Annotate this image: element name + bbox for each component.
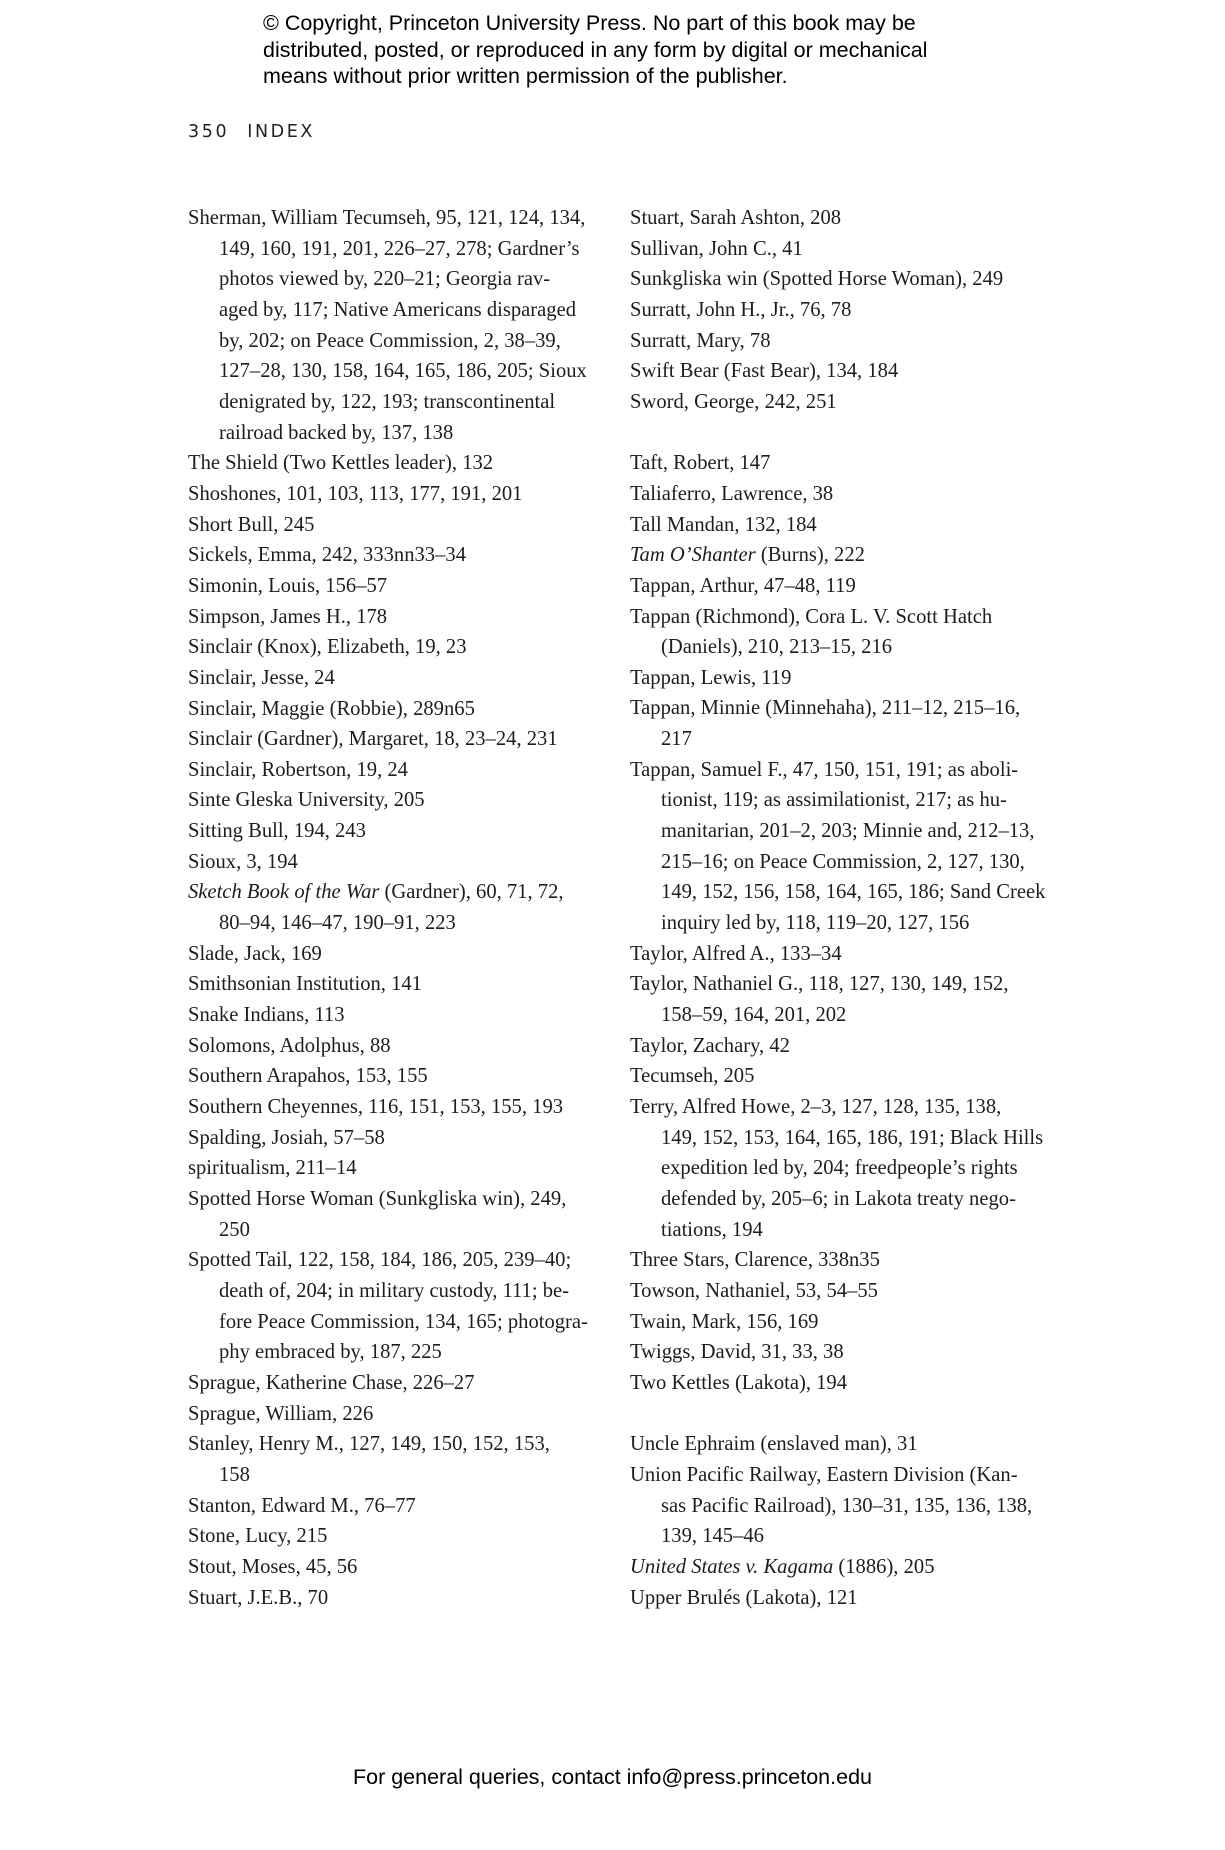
index-entry-continuation: expedition led by, 204; freedpeople’s rights [661, 1157, 1018, 1180]
index-entry: Tappan, Lewis, 119 [630, 666, 792, 689]
index-entry: Spalding, Josiah, 57–58 [188, 1126, 385, 1149]
index-entry-continuation: 158–59, 164, 201, 202 [661, 1004, 847, 1027]
index-entry: The Shield (Two Kettles leader), 132 [188, 452, 494, 475]
index-entry: Simonin, Louis, 156–57 [188, 574, 388, 597]
index-entry: Sinte Gleska University, 205 [188, 789, 425, 812]
index-entry: Taylor, Alfred A., 133–34 [630, 942, 842, 965]
index-entry-continuation: photos viewed by, 220–21; Georgia rav- [219, 268, 551, 291]
copyright-line: © Copyright, Princeton University Press. No part of this book may be [263, 11, 916, 35]
index-entry-continuation: 149, 152, 153, 164, 165, 186, 191; Black Hills [661, 1126, 1044, 1149]
index-entry: Towson, Nathaniel, 53, 54–55 [630, 1279, 878, 1302]
index-entry: Tappan, Arthur, 47–48, 119 [630, 574, 856, 597]
index-entry-rest: (Gardner), 60, 71, 72, [379, 881, 564, 904]
index-entry: Tappan, Minnie (Minnehaha), 211–12, 215–16, [630, 697, 1021, 720]
index-entry: Smithsonian Institution, 141 [188, 973, 422, 996]
index-entry-continuation: defended by, 205–6; in Lakota treaty nego- [661, 1187, 1016, 1210]
index-entry: spiritualism, 211–14 [188, 1157, 357, 1180]
index-entry: Taliaferro, Lawrence, 38 [630, 482, 834, 505]
copyright-notice [263, 10, 1023, 90]
index-entry-continuation: 217 [661, 728, 692, 751]
index-entry: Sprague, Katherine Chase, 226–27 [188, 1371, 475, 1394]
index-entry: Sitting Bull, 194, 243 [188, 820, 366, 843]
index-entry [630, 540, 1050, 571]
index-entry: Sioux, 3, 194 [188, 850, 298, 873]
index-entry: Sprague, William, 226 [188, 1402, 374, 1425]
copyright-line: means without prior written permission of the publisher. [263, 64, 788, 88]
index-entry: Surratt, Mary, 78 [630, 329, 771, 352]
index-entry: Two Kettles (Lakota), 194 [630, 1371, 848, 1394]
index-entry-continuation: denigrated by, 122, 193; transcontinental [219, 390, 556, 413]
index-entry: Taylor, Zachary, 42 [630, 1034, 790, 1057]
italic-title: United States v. Kagama [630, 1555, 834, 1578]
index-entry: Sinclair (Knox), Elizabeth, 19, 23 [188, 636, 467, 659]
page-number: 350 [188, 122, 230, 142]
index-entry: Stanley, Henry M., 127, 149, 150, 152, 153, [188, 1433, 550, 1456]
index-entry-continuation: phy embraced by, 187, 225 [219, 1341, 442, 1364]
index-entry-continuation: manitarian, 201–2, 203; Minnie and, 212–13, [661, 820, 1035, 843]
index-entry: Stuart, Sarah Ashton, 208 [630, 207, 842, 229]
index-entry: Twain, Mark, 156, 169 [630, 1310, 819, 1333]
index-entry: Short Bull, 245 [188, 513, 315, 536]
index-entry-continuation: 250 [219, 1218, 250, 1241]
index-entry: Twiggs, David, 31, 33, 38 [630, 1341, 844, 1364]
index-entry-continuation: inquiry led by, 118, 119–20, 127, 156 [661, 912, 970, 935]
index-entry: Upper Brulés (Lakota), 121 [630, 1586, 858, 1609]
index-entry-continuation: 158 [219, 1463, 250, 1486]
index-entry: Sinclair (Gardner), Margaret, 18, 23–24, 231 [188, 728, 558, 751]
italic-title: Tam O’Shanter [630, 544, 756, 567]
index-entry: Southern Arapahos, 153, 155 [188, 1065, 428, 1088]
italic-title: Sketch Book of the War [188, 881, 380, 904]
index-entry-continuation: death of, 204; in military custody, 111; be- [219, 1279, 570, 1302]
index-entry: Spotted Horse Woman (Sunkgliska win), 249, [188, 1188, 567, 1210]
index-entry: Surratt, John H., Jr., 76, 78 [630, 298, 852, 321]
index-entry: Sullivan, John C., 41 [630, 237, 803, 260]
index-entry: Southern Cheyennes, 116, 151, 153, 155, 193 [188, 1096, 564, 1119]
index-entry: Stone, Lucy, 215 [188, 1525, 328, 1548]
index-entry: Taylor, Nathaniel G., 118, 127, 130, 149, 152, [630, 973, 1009, 996]
index-entry-continuation: by, 202; on Peace Commission, 2, 38–39, [219, 329, 561, 352]
index-entry: Tappan, Samuel F., 47, 150, 151, 191; as aboli- [630, 758, 1019, 781]
index-entry: Tall Mandan, 132, 184 [630, 513, 817, 536]
letter-group-spacer [630, 418, 1050, 449]
index-entry: Tappan (Richmond), Cora L. V. Scott Hatch [630, 605, 993, 628]
index-entry-continuation: aged by, 117; Native Americans disparaged [219, 298, 577, 321]
index-entry: Taft, Robert, 147 [630, 452, 771, 475]
index-entry: Shoshones, 101, 103, 113, 177, 191, 201 [188, 482, 523, 505]
index-entry: Sickels, Emma, 242, 333nn33–34 [188, 544, 466, 567]
index-entry: Sinclair, Maggie (Robbie), 289n65 [188, 697, 475, 720]
index-entry: Simpson, James H., 178 [188, 605, 388, 628]
index-entry-rest: (1886), 205 [833, 1555, 935, 1578]
index-entry: Sunkgliska win (Spotted Horse Woman), 249 [630, 268, 1004, 291]
index-entry: Uncle Ephraim (enslaved man), 31 [630, 1433, 918, 1456]
index-entry-continuation: railroad backed by, 137, 138 [219, 421, 454, 444]
index-entry: Union Pacific Railway, Eastern Division (Kan- [630, 1463, 1018, 1486]
index-entry [188, 877, 608, 908]
index-column-left [188, 203, 608, 1613]
running-head [188, 122, 315, 142]
index-entry-continuation: (Daniels), 210, 213–15, 216 [661, 636, 893, 659]
index-entry: Solomons, Adolphus, 88 [188, 1034, 391, 1057]
index-entry: Swift Bear (Fast Bear), 134, 184 [630, 360, 899, 383]
index-entry: Stanton, Edward M., 76–77 [188, 1494, 416, 1517]
index-entry: Stuart, J.E.B., 70 [188, 1586, 329, 1609]
index-entry-continuation: 149, 160, 191, 201, 226–27, 278; Gardner’s [219, 237, 580, 260]
index-entry: Sinclair, Jesse, 24 [188, 666, 335, 689]
index-entry-continuation: 127–28, 130, 158, 164, 165, 186, 205; Sioux [219, 360, 587, 383]
index-entry-rest: (Burns), 222 [755, 544, 865, 567]
index-entry-continuation: 149, 152, 156, 158, 164, 165, 186; Sand Creek [661, 881, 1046, 904]
index-entry-continuation: tionist, 119; as assimilationist, 217; as hu- [661, 789, 1007, 812]
index-entry-continuation: sas Pacific Railroad), 130–31, 135, 136, 138, [661, 1494, 1033, 1517]
index-entry-continuation: 215–16; on Peace Commission, 2, 127, 130, [661, 850, 1025, 873]
index-entry: Three Stars, Clarence, 338n35 [630, 1249, 880, 1272]
index-entry: Spotted Tail, 122, 158, 184, 186, 205, 239–40; [188, 1249, 572, 1272]
index-entry-continuation: 139, 145–46 [661, 1525, 764, 1548]
copyright-line: distributed, posted, or reproduced in any form by digital or mechanical [263, 37, 928, 62]
index-entry: Snake Indians, 113 [188, 1004, 345, 1027]
index-entry: Terry, Alfred Howe, 2–3, 127, 128, 135, 138, [630, 1096, 1002, 1119]
index-entry: Tecumseh, 205 [630, 1065, 755, 1088]
index-entry: Sword, George, 242, 251 [630, 390, 837, 413]
index-entry: Sherman, William Tecumseh, 95, 121, 124, 134, [188, 207, 586, 229]
index-entry-continuation: fore Peace Commission, 134, 165; photogra- [219, 1310, 588, 1333]
index-entry [630, 1552, 1050, 1583]
index-column-right [630, 203, 1050, 1613]
index-entry-continuation: tiations, 194 [661, 1218, 763, 1241]
index-entry-continuation: 80–94, 146–47, 190–91, 223 [219, 912, 456, 935]
index-entry: Stout, Moses, 45, 56 [188, 1555, 358, 1578]
footer-contact: For general queries, contact info@press.princeton.edu [352, 1765, 872, 1789]
letter-group-spacer [630, 1399, 1050, 1430]
section-title: INDEX [247, 122, 315, 142]
index-entry: Slade, Jack, 169 [188, 942, 322, 965]
index-entry: Sinclair, Robertson, 19, 24 [188, 758, 408, 781]
